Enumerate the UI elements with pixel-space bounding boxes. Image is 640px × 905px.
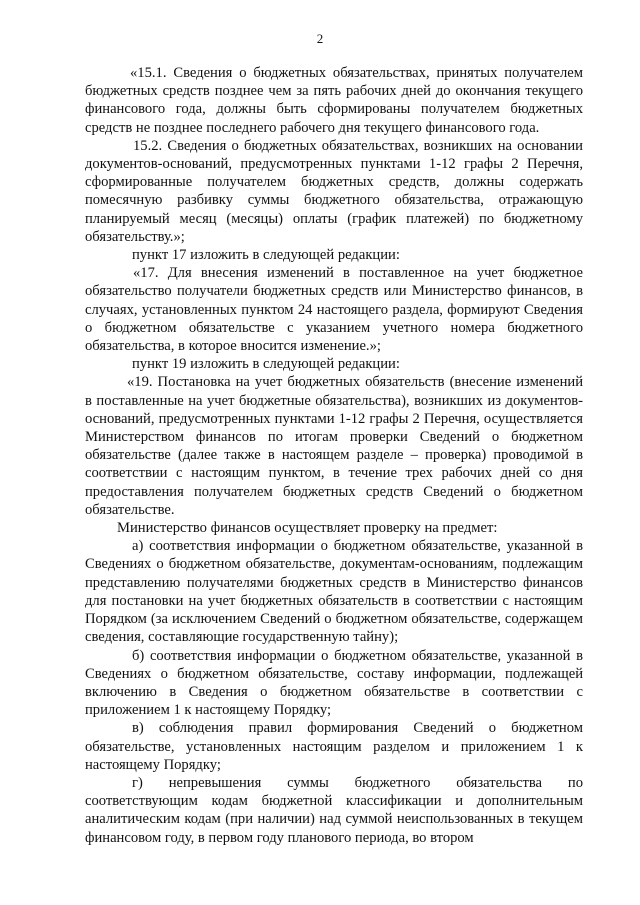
paragraph-amend-17: пункт 17 изложить в следующей редакции:: [132, 247, 400, 264]
paragraph-15-2: 15.2. Сведения о бюджетных обязательствах, возникших на основании документов-оснований, предусмотренных пунктами 1-12 графы 2 Перечня, сформированные получателем бюджетных средств, должны содержать помесячную разбивку суммы бюджетного обязательства, отражающую планируемый месяц (месяцы) оплаты (график платежей) по бюджетному обязательству.»;: [85, 137, 583, 245]
paragraph-19: «19. Постановка на учет бюджетных обязательств (внесение изменений в поставленные на учет бюджетные обязательства), возникших из документов-оснований, предусмотренных пунктами 1-12 графы 2 Перечня, осуществляется Министерством финансов по итогам проверки Сведений о бюджетном обязательстве (далее также в настоящем разделе – проверка) проводимой в соответствии с настоящим пунктом, в течение трех рабочих дней со дня предоставления получателем бюджетных средств Сведений о бюджетном обязательстве.: [85, 374, 583, 518]
paragraph-item-g: г) непревышения суммы бюджетного обязательства по соответствующим кодам бюджетной классификации и дополнительным аналитическим кодам (при наличии) над суммой неиспользованных в текущем финансовом году, в первом году планового периода, во втором: [85, 774, 583, 846]
paragraph-item-a: а) соответствия информации о бюджетном обязательстве, указанной в Сведениях о бюджетном обязательстве, документам-основаниям, подлежащим представлению получателями бюджетных средств в Министерство финансов для постановки на учет бюджетных обязательств в соответствии с настоящим Порядком (за исключением Сведений о бюджетном обязательстве, содержащем сведения, составляющие государственную тайну);: [85, 538, 583, 646]
paragraph-17: «17. Для внесения изменений в поставленное на учет бюджетное обязательство получатели бюджетных средств или Министерство финансов, в случаях, установленных пунктом 24 настоящего раздела, формируют Сведения о бюджетном обязательстве с указанием учетного номера бюджетного обязательства, в которое вносится изменение.»;: [85, 265, 583, 355]
paragraph-15-1: «15.1. Сведения о бюджетных обязательствах, принятых получателем бюджетных средств позднее чем за пять рабочих дней до окончания текущего финансового года, должны быть сформированы получателем бюджетных средств не позднее последнего рабочего дня текущего финансового года.: [85, 65, 583, 136]
page-number: 2: [316, 31, 324, 46]
document-body: [85, 64, 583, 847]
paragraph-check-intro: Министерство финансов осуществляет проверку на предмет:: [117, 520, 498, 537]
paragraph-item-v: в) соблюдения правил формирования Сведений о бюджетном обязательстве, установленных настоящим разделом и приложением 1 к настоящему Порядку;: [85, 720, 583, 773]
paragraph-amend-19: пункт 19 изложить в следующей редакции:: [132, 356, 400, 373]
paragraph-item-b: б) соответствия информации о бюджетном обязательстве, указанной в Сведениях о бюджетном обязательстве, составу информации, подлежащей включению в Сведения о бюджетном обязательстве в соответствии с приложением 1 к настоящему Порядку;: [85, 647, 583, 719]
